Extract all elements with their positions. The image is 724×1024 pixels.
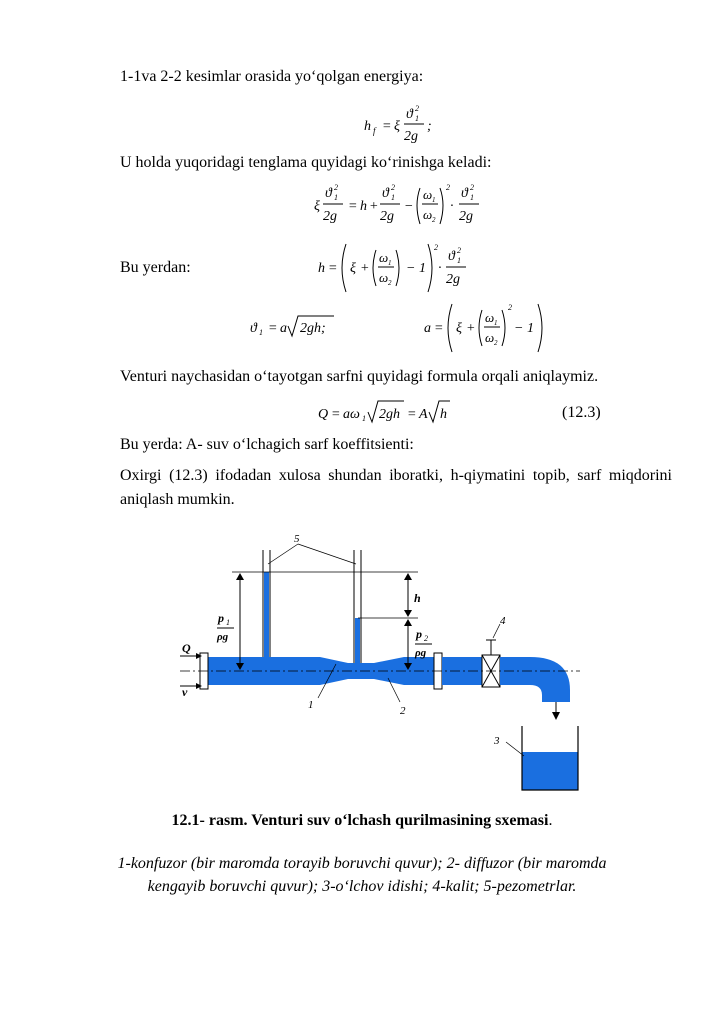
figure-caption-period: . xyxy=(548,812,553,829)
svg-text:+: + xyxy=(360,261,370,276)
label-rho-g-1: ρg xyxy=(217,631,229,643)
svg-text:ϑ: ϑ xyxy=(448,249,455,264)
svg-text:1: 1 xyxy=(334,193,338,202)
equation-energy-balance xyxy=(310,180,500,237)
svg-text:ω: ω xyxy=(379,270,389,285)
svg-text:ξ: ξ xyxy=(456,321,462,336)
svg-text:ξ: ξ xyxy=(350,261,356,276)
svg-text:1: 1 xyxy=(388,259,392,267)
svg-text:2gh;: 2gh; xyxy=(300,321,326,336)
svg-text:ξ: ξ xyxy=(394,119,400,134)
label-p1-sub: 1 xyxy=(226,618,230,627)
figure-legend: 1-konfuzor (bir maromda torayib boruvchi quvur); 2- diffuzor (bir maromda kengayib boruvchi quvur); 3-o‘lchov idishi; 4-kalit; 5-pezometrlar. xyxy=(117,855,607,895)
paragraph-equation-form: U holda yuqoridagi tenglama quyidagi ko‘rinishga keladi: xyxy=(120,154,492,171)
equation-discharge xyxy=(316,396,456,431)
label-rho-g-2: ρg xyxy=(415,647,427,659)
figure-caption xyxy=(0,812,724,830)
svg-text:Q: Q xyxy=(318,407,329,422)
svg-text:2: 2 xyxy=(432,216,436,224)
svg-text:2: 2 xyxy=(391,183,395,192)
svg-text:ϑ: ϑ xyxy=(406,107,413,122)
venturi-diagram xyxy=(160,530,590,805)
equation-h xyxy=(316,238,476,303)
svg-text:aω: aω xyxy=(343,407,360,422)
svg-text:h: h xyxy=(318,261,325,276)
equation-velocity xyxy=(248,310,358,347)
svg-text:ϑ: ϑ xyxy=(461,186,468,201)
svg-text:2g: 2g xyxy=(446,272,460,287)
paragraph-energy-loss: 1-1va 2-2 kesimlar orasida yo‘qolgan energiya: xyxy=(120,68,424,85)
svg-text:2gh: 2gh xyxy=(379,407,400,422)
label-one: 1 xyxy=(308,699,314,711)
svg-text:ω: ω xyxy=(379,250,389,265)
svg-text:1: 1 xyxy=(362,414,366,423)
label-two: 2 xyxy=(400,705,406,717)
svg-text:=: = xyxy=(348,199,358,214)
paragraph-conclusion: Oxirgi (12.3) ifodadan xulosa shundan iboratki, h-qiymatini topib, sarf miqdorini aniqlash mumkin. xyxy=(120,467,672,508)
svg-text:·: · xyxy=(438,261,442,276)
svg-text:1: 1 xyxy=(432,196,436,204)
svg-text:1: 1 xyxy=(415,114,419,123)
measuring-tank-water xyxy=(522,752,578,790)
svg-text:2: 2 xyxy=(434,243,438,252)
label-three: 3 xyxy=(494,735,500,747)
svg-text:+: + xyxy=(369,199,379,214)
svg-text:2: 2 xyxy=(494,339,498,347)
label-p2-sub: 2 xyxy=(424,634,428,643)
svg-text:ω: ω xyxy=(485,330,495,345)
label-h: h xyxy=(414,591,421,605)
label-bu-yerdan: Bu yerdan: xyxy=(120,259,191,276)
svg-text:2: 2 xyxy=(446,183,450,192)
svg-text:ϑ: ϑ xyxy=(250,321,257,336)
svg-text:h: h xyxy=(440,407,447,422)
venturi-svg xyxy=(160,530,590,800)
label-v: v xyxy=(182,685,188,699)
svg-text:ω: ω xyxy=(423,187,433,202)
svg-text:1: 1 xyxy=(470,193,474,202)
svg-text:− 1: − 1 xyxy=(406,261,426,276)
svg-text:ω: ω xyxy=(423,207,433,222)
piezometer-1 xyxy=(264,572,269,657)
equation-a xyxy=(422,300,552,361)
svg-text:=: = xyxy=(331,407,341,422)
svg-text:2: 2 xyxy=(388,279,392,287)
figure-caption-title: 12.1- rasm. Venturi suv o‘lchash qurilmasining sxemasi xyxy=(171,812,549,829)
svg-text:ϑ: ϑ xyxy=(382,186,389,201)
svg-text:h: h xyxy=(360,199,367,214)
equation-head-loss xyxy=(360,100,450,153)
equation-number: (12.3) xyxy=(562,404,601,421)
svg-text:2g: 2g xyxy=(323,209,337,224)
label-p2: p xyxy=(416,627,422,641)
svg-text:ω: ω xyxy=(485,310,495,325)
elbow xyxy=(530,657,570,702)
svg-text:=: = xyxy=(382,119,392,134)
svg-text:2: 2 xyxy=(415,104,419,113)
piezometer-2 xyxy=(355,618,360,663)
svg-text:=: = xyxy=(434,321,444,336)
svg-text:A: A xyxy=(419,407,428,422)
svg-text:2: 2 xyxy=(508,303,512,312)
svg-text:;: ; xyxy=(427,119,432,134)
svg-text:1: 1 xyxy=(457,256,461,265)
paragraph-coefficient: Bu yerda: A- suv o‘lchagich sarf koeffitsienti: xyxy=(120,436,414,453)
svg-text:h: h xyxy=(364,119,371,134)
svg-text:2: 2 xyxy=(334,183,338,192)
svg-text:=: = xyxy=(328,261,338,276)
paragraph-flow-formula: Venturi naychasidan o‘tayotgan sarfni quyidagi formula orqali aniqlaymiz. xyxy=(120,368,599,385)
svg-text:a: a xyxy=(280,321,287,336)
svg-text:−: − xyxy=(404,199,414,214)
svg-text:ϑ: ϑ xyxy=(325,186,332,201)
svg-text:1: 1 xyxy=(259,328,263,337)
svg-text:2g: 2g xyxy=(380,209,394,224)
svg-text:=: = xyxy=(268,321,278,336)
svg-text:1: 1 xyxy=(391,193,395,202)
label-q: Q xyxy=(182,641,191,655)
svg-text:2: 2 xyxy=(457,246,461,255)
svg-text:=: = xyxy=(407,407,417,422)
svg-text:·: · xyxy=(450,199,454,214)
svg-text:ξ: ξ xyxy=(314,199,320,214)
svg-text:f: f xyxy=(373,126,376,136)
svg-text:2g: 2g xyxy=(404,129,418,144)
svg-text:+: + xyxy=(466,321,476,336)
svg-text:− 1: − 1 xyxy=(514,321,534,336)
svg-text:a: a xyxy=(424,321,431,336)
svg-text:2: 2 xyxy=(470,183,474,192)
label-p1: p xyxy=(218,611,224,625)
svg-text:2g: 2g xyxy=(459,209,473,224)
label-five: 5 xyxy=(294,533,300,545)
svg-text:1: 1 xyxy=(494,319,498,327)
label-four: 4 xyxy=(500,615,506,627)
